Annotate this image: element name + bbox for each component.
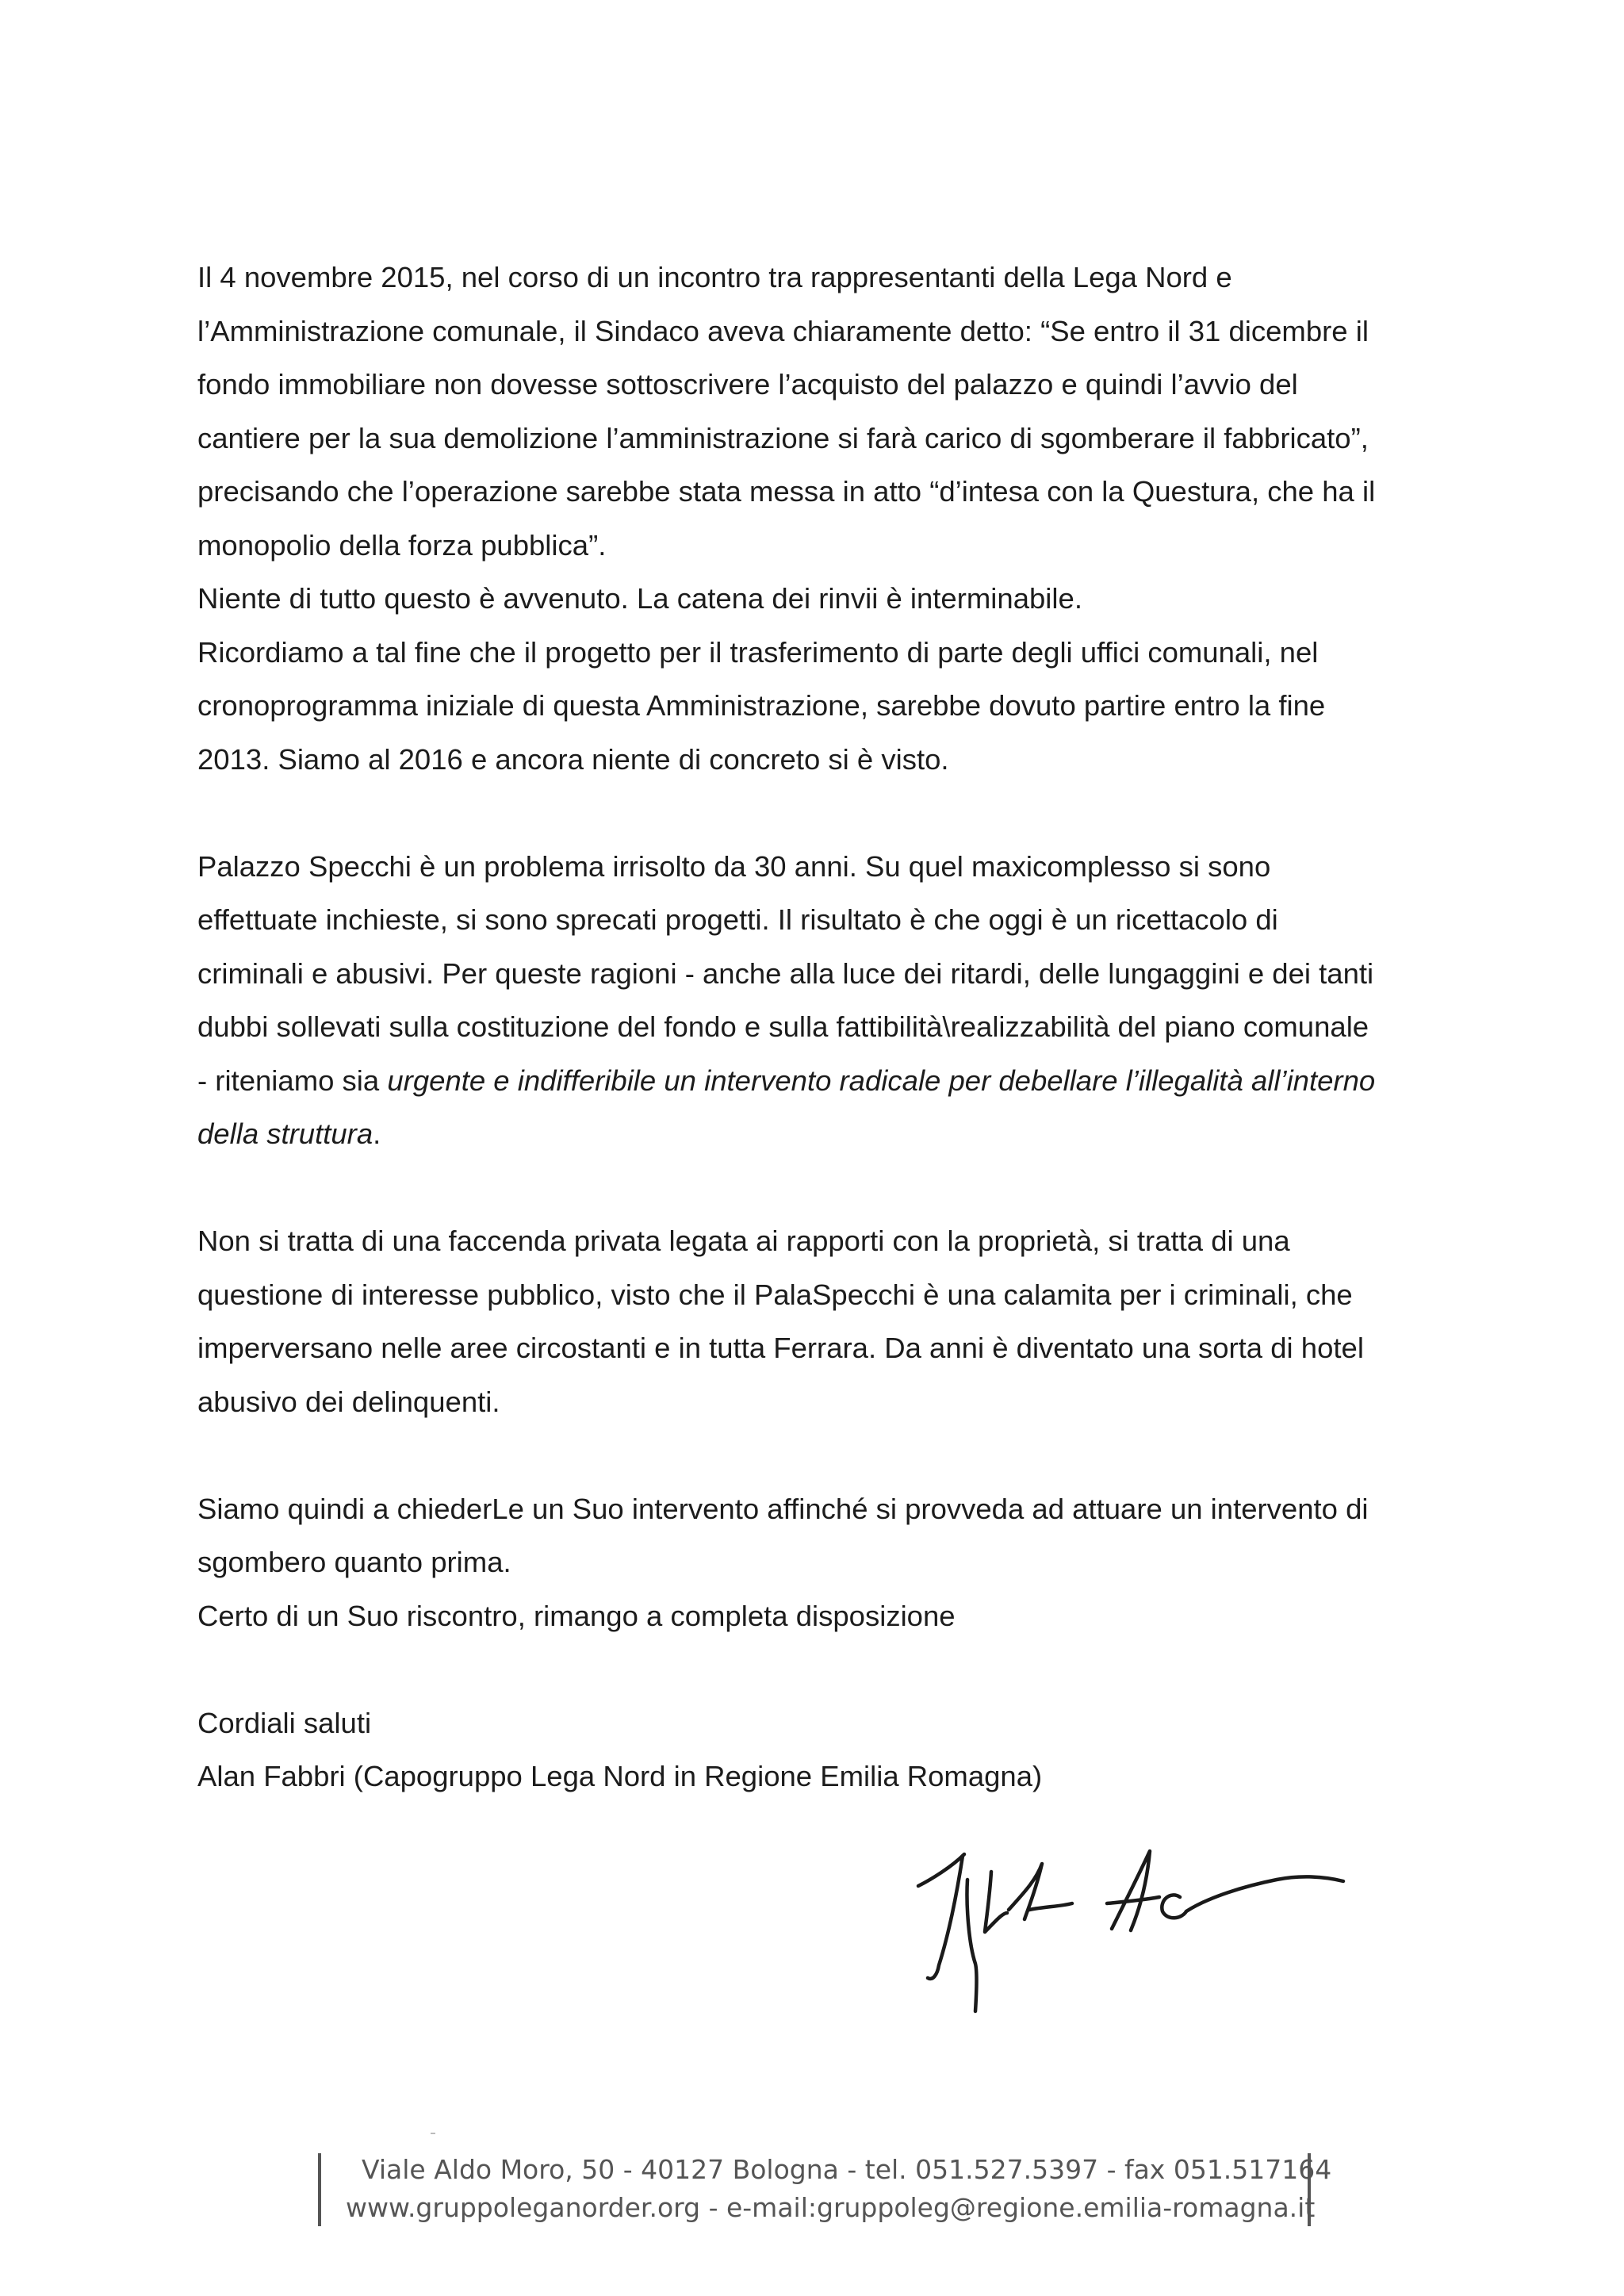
- text-line: Certo di un Suo riscontro, rimango a completa disposizione: [197, 1599, 956, 1632]
- text-line: fondo immobiliare non dovesse sottoscrivere l’acquisto del palazzo e quindi l’avvio del: [197, 368, 1298, 401]
- letterhead-footer: [333, 2151, 1332, 2227]
- text-line: Ricordiamo a tal fine che il progetto per il trasferimento di parte degli uffici comunali, nel: [197, 635, 1319, 669]
- text-line: criminali e abusivi. Per queste ragioni - anche alla luce dei ritardi, delle lungaggini e dei tanti: [197, 956, 1374, 990]
- text-run: .: [373, 1117, 381, 1150]
- text-line: cronoprogramma iniziale di questa Amministrazione, sarebbe dovuto partire entro la fine: [197, 689, 1326, 722]
- footer-divider-left: [318, 2153, 321, 2226]
- text-line: Il 4 novembre 2015, nel corso di un incontro tra rappresentanti della Lega Nord e: [197, 261, 1232, 293]
- paragraph-gap: [197, 786, 1466, 840]
- footer-mark: [431, 2133, 435, 2134]
- emphasis-text: della struttura: [197, 1117, 373, 1150]
- text-line: Palazzo Specchi è un problema irrisolto da 30 anni. Su quel maxicomplesso si sono: [197, 849, 1271, 883]
- footer-contacts: www.gruppoleganorder.org - e-mail:gruppoleg@regione.emilia-romagna.it: [346, 2192, 1316, 2223]
- text-line: l’Amministrazione comunale, il Sindaco aveva chiaramente detto: “Se entro il 31 dicembre il: [197, 314, 1369, 347]
- text-line: [197, 1107, 1466, 1161]
- text-line: precisando che l’operazione sarebbe stata messa in atto “d’intesa con la Questura, che ha il: [197, 475, 1376, 508]
- text-line: imperversano nelle aree circostanti e in tutta Ferrara. Da anni è diventato una sorta di hotel: [197, 1332, 1364, 1364]
- handwritten-signature: [904, 1824, 1364, 2014]
- text-line: abusivo dei delinquenti.: [197, 1385, 500, 1418]
- text-line: Siamo quindi a chiederLe un Suo intervento affinché si provveda ad attuare un intervento di: [197, 1492, 1369, 1525]
- emphasis-text: urgente e indifferibile un intervento radicale per debellare l’illegalità all’interno: [387, 1064, 1376, 1097]
- paragraph-gap: [197, 1428, 1466, 1482]
- text-line: 2013. Siamo al 2016 e ancora niente di concreto si è visto.: [197, 742, 949, 776]
- paragraph-gap: [197, 1161, 1466, 1215]
- signatory: Alan Fabbri (Capogruppo Lega Nord in Regione Emilia Romagna): [197, 1760, 1043, 1792]
- text-line: monopolio della forza pubblica”.: [197, 528, 607, 562]
- letter-body: [197, 251, 1466, 1803]
- text-line: Non si tratta di una faccenda privata legata ai rapporti con la proprietà, si tratta di una: [197, 1225, 1290, 1257]
- text-line: [197, 1054, 1466, 1108]
- text-line: Niente di tutto questo è avvenuto. La catena dei rinvii è interminabile.: [197, 582, 1082, 615]
- text-line: effettuate inchieste, si sono sprecati progetti. Il risultato è che oggi è un ricettacolo di: [197, 903, 1278, 936]
- paragraph-gap: [197, 1642, 1466, 1696]
- closing: Cordiali saluti: [197, 1706, 372, 1739]
- text-line: sgombero quanto prima.: [197, 1546, 511, 1578]
- text-line: cantiere per la sua demolizione l’amministrazione si farà carico di sgomberare il fabbricato”,: [197, 421, 1369, 454]
- text-run: - riteniamo sia: [197, 1064, 388, 1097]
- footer-address: Viale Aldo Moro, 50 - 40127 Bologna - tel. 051.527.5397 - fax 051.517164: [362, 2154, 1332, 2185]
- text-line: dubbi sollevati sulla costituzione del fondo e sulla fattibilità\realizzabilità del piano comunale: [197, 1010, 1369, 1043]
- text-line: questione di interesse pubblico, visto che il PalaSpecchi è una calamita per i criminali, che: [197, 1278, 1353, 1311]
